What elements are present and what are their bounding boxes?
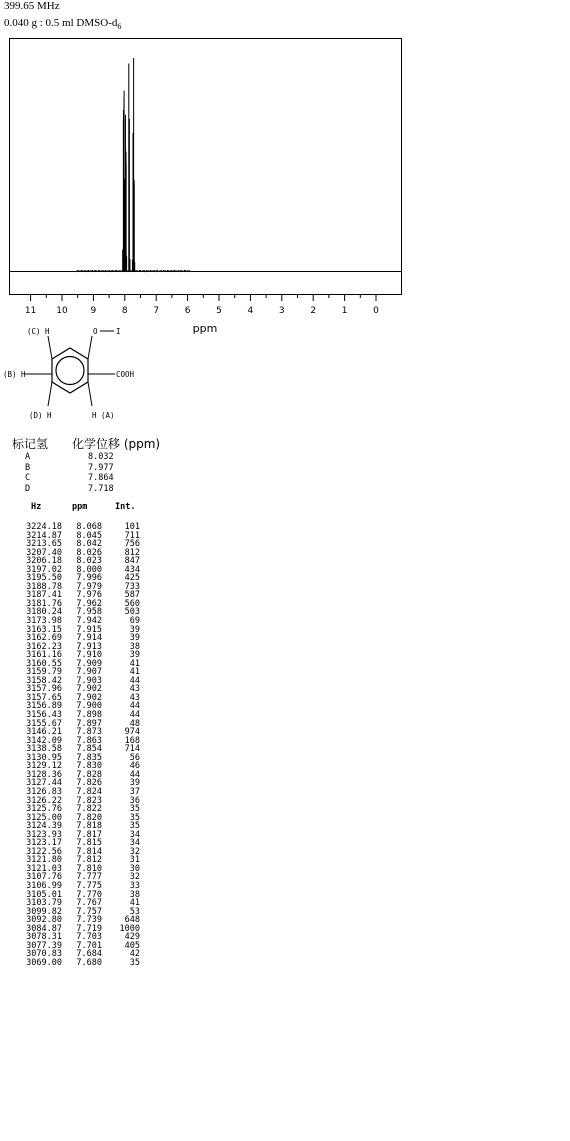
peak-ppm: 7.777 — [76, 872, 102, 883]
peak-ppm: 7.914 — [76, 633, 102, 644]
peak-int: 39 — [129, 650, 140, 661]
peak-int: 35 — [129, 812, 140, 823]
peak-int: 44 — [129, 710, 140, 721]
label-o: O — [93, 327, 98, 336]
peak-int: 503 — [124, 607, 140, 618]
peak-int: 812 — [124, 547, 140, 558]
peak-hz: 3127.44 — [26, 778, 62, 789]
peak-ppm: 7.817 — [76, 829, 102, 840]
peak-hz: 3126.22 — [26, 795, 62, 806]
peak-hz: 3125.76 — [26, 804, 62, 815]
x-tick-label: 3 — [278, 306, 285, 316]
spectrum-trace — [76, 58, 191, 272]
peak-hz: 3122.56 — [26, 846, 62, 857]
peak-ppm: 8.026 — [76, 547, 102, 558]
peak-hz: 3159.79 — [26, 667, 62, 678]
benzene-ring — [52, 348, 88, 393]
peak-ppm: 7.910 — [76, 650, 102, 661]
assignment-row — [25, 452, 145, 463]
peak-int: 43 — [129, 684, 140, 695]
peak-ppm: 7.684 — [76, 949, 102, 960]
peak-ppm: 7.820 — [76, 812, 102, 823]
peak-hz: 3121.80 — [26, 855, 62, 866]
peak-ppm: 7.812 — [76, 855, 102, 866]
peak-ppm: 8.023 — [76, 556, 102, 567]
x-tick-label: 4 — [247, 306, 254, 316]
peak-hz: 3157.65 — [26, 692, 62, 703]
peak-ppm: 7.703 — [76, 932, 102, 943]
peak-int: 41 — [129, 658, 140, 669]
peak-int: 35 — [129, 804, 140, 815]
x-tick-label: 6 — [184, 306, 191, 316]
chemical-shift: 8.032 — [88, 452, 114, 462]
peak-int: 34 — [129, 829, 140, 840]
x-tick-label: 5 — [216, 306, 222, 316]
peak-hz: 3162.69 — [26, 633, 62, 644]
peak-int: 31 — [129, 855, 140, 866]
peak-int: 43 — [129, 692, 140, 703]
hydrogen-label: A — [25, 452, 31, 462]
peak-ppm: 7.897 — [76, 718, 102, 729]
assignment-header — [12, 435, 160, 452]
peak-col-ppm: ppm — [72, 502, 88, 512]
peak-ppm: 8.068 — [76, 522, 102, 532]
peak-ppm: 7.770 — [76, 889, 102, 900]
peak-int: 733 — [124, 581, 140, 592]
nmr-spectrum-chart — [0, 0, 570, 345]
peak-int: 429 — [124, 932, 140, 943]
peak-ppm: 7.909 — [76, 658, 102, 669]
peak-ppm: 7.962 — [76, 598, 102, 609]
peak-hz: 3207.40 — [26, 547, 62, 558]
bond-hd — [48, 382, 52, 406]
peak-ppm: 7.900 — [76, 701, 102, 712]
peak-ppm: 7.898 — [76, 710, 102, 721]
hydrogen-label: B — [25, 462, 31, 473]
peak-hz: 3155.67 — [26, 718, 62, 729]
peak-ppm: 7.913 — [76, 641, 102, 652]
peak-int: 48 — [129, 718, 140, 729]
x-tick-label: 9 — [90, 306, 97, 316]
label-hd: (D) H — [29, 411, 52, 420]
peak-hz: 3092.80 — [26, 915, 62, 926]
peak-int: 41 — [129, 898, 140, 909]
peak-col-int: Int. — [115, 502, 136, 512]
plot-frame — [10, 39, 402, 295]
peak-hz: 3158.42 — [26, 675, 62, 686]
peak-hz: 3162.23 — [26, 641, 62, 652]
peak-int: 41 — [129, 667, 140, 678]
peak-int: 42 — [129, 949, 140, 960]
peak-hz: 3180.24 — [26, 607, 62, 618]
peak-col-hz: Hz — [31, 502, 42, 512]
peak-hz: 3128.36 — [26, 769, 62, 780]
peak-ppm: 7.903 — [76, 675, 102, 686]
peak-ppm: 7.907 — [76, 667, 102, 678]
peak-hz: 3188.78 — [26, 581, 62, 592]
peak-int: 168 — [124, 735, 140, 746]
peak-ppm: 7.822 — [76, 804, 102, 815]
peak-row — [0, 959, 160, 968]
peak-table — [0, 523, 160, 967]
peak-hz: 3161.16 — [26, 650, 62, 661]
peak-ppm: 7.680 — [76, 957, 102, 968]
peak-hz: 3105.01 — [26, 889, 62, 900]
peak-ppm: 7.854 — [76, 744, 102, 755]
x-tick-label: 11 — [24, 306, 37, 316]
chemical-shift: 7.718 — [88, 483, 114, 494]
peak-ppm: 7.835 — [76, 752, 102, 763]
peak-int: 38 — [129, 889, 140, 900]
peak-int: 101 — [124, 522, 140, 532]
x-tick-label: 8 — [121, 306, 128, 316]
peak-int: 34 — [129, 838, 140, 849]
hydrogen-label: C — [25, 473, 31, 483]
assignment-col-label: 标记氢 — [12, 437, 49, 451]
peak-ppm: 7.757 — [76, 906, 102, 917]
peak-int: 56 — [129, 752, 140, 763]
peak-ppm: 7.823 — [76, 795, 102, 806]
peak-ppm: 7.979 — [76, 581, 102, 592]
peak-ppm: 7.996 — [76, 573, 102, 584]
peak-hz: 3206.18 — [26, 556, 62, 567]
label-i: I — [116, 327, 121, 336]
peak-hz: 3157.96 — [26, 684, 62, 695]
peak-hz: 3173.98 — [26, 616, 62, 627]
peak-int: 53 — [129, 906, 140, 917]
peak-hz: 3142.09 — [26, 735, 62, 746]
label-cooh: COOH — [116, 370, 135, 379]
peak-hz: 3069.00 — [26, 957, 62, 968]
peak-int: 33 — [129, 880, 140, 891]
peak-int: 425 — [124, 573, 140, 584]
bond-hc — [48, 336, 52, 359]
peak-int: 69 — [129, 616, 140, 627]
peak-int: 32 — [129, 872, 140, 883]
label-hc: (C) H — [27, 327, 50, 336]
peak-ppm: 7.830 — [76, 761, 102, 772]
peak-hz: 3130.95 — [26, 752, 62, 763]
chemical-shift: 7.864 — [88, 473, 114, 483]
peak-hz: 3123.93 — [26, 829, 62, 840]
x-tick-label: 2 — [310, 306, 317, 316]
peak-int: 35 — [129, 821, 140, 832]
peak-hz: 3125.00 — [26, 812, 62, 823]
label-ha: H (A) — [92, 411, 115, 420]
peak-int: 44 — [129, 675, 140, 686]
peak-int: 38 — [129, 641, 140, 652]
peak-int: 711 — [124, 530, 140, 541]
peak-int: 405 — [124, 940, 140, 951]
x-tick-label: 10 — [56, 306, 68, 316]
peak-ppm: 7.902 — [76, 692, 102, 703]
peak-int: 560 — [124, 598, 140, 609]
x-tick-label: 7 — [153, 306, 160, 316]
peak-int: 44 — [129, 769, 140, 780]
peak-ppm: 7.826 — [76, 778, 102, 789]
peak-ppm: 7.814 — [76, 846, 102, 857]
x-tick-label: 0 — [373, 306, 379, 316]
aromatic-circle — [56, 357, 84, 385]
x-axis-label: ppm — [192, 322, 218, 335]
peak-ppm: 7.701 — [76, 940, 102, 951]
peak-int: 39 — [129, 633, 140, 644]
bond-ha — [88, 382, 92, 406]
peak-ppm: 7.818 — [76, 821, 102, 832]
x-tick-label: 1 — [341, 306, 348, 316]
sample-text: 0.040 g : 0.5 ml DMSO-d — [4, 17, 118, 29]
peak-int: 39 — [129, 624, 140, 635]
molecule-structure — [0, 318, 200, 428]
peak-hz: 3129.12 — [26, 761, 62, 772]
sample-subscript: 6 — [117, 22, 122, 32]
peak-ppm: 7.767 — [76, 898, 102, 909]
peak-int: 434 — [124, 564, 140, 575]
peak-hz: 3214.87 — [26, 530, 62, 541]
peak-int: 587 — [124, 590, 140, 601]
peak-ppm: 7.958 — [76, 607, 102, 618]
peak-int: 36 — [129, 795, 140, 806]
peak-int: 648 — [124, 915, 140, 926]
peak-hz: 3123.17 — [26, 838, 62, 849]
peak-hz: 3107.76 — [26, 872, 62, 883]
peak-ppm: 8.045 — [76, 530, 102, 541]
peak-int: 974 — [124, 727, 140, 738]
peak-hz: 3224.18 — [26, 522, 62, 532]
peak-ppm: 7.873 — [76, 727, 102, 738]
peak-int: 39 — [129, 778, 140, 789]
peak-hz: 3124.39 — [26, 821, 62, 832]
bond-top — [88, 336, 92, 359]
peak-int: 32 — [129, 846, 140, 857]
peak-ppm: 7.863 — [76, 735, 102, 746]
peak-ppm: 8.042 — [76, 539, 102, 550]
peak-int: 35 — [129, 957, 140, 968]
peak-int: 756 — [124, 539, 140, 550]
peak-hz: 3084.87 — [26, 923, 62, 934]
label-hb: (B) H — [3, 370, 26, 379]
x-axis — [25, 295, 379, 316]
assignment-row — [25, 484, 145, 495]
peak-ppm: 7.976 — [76, 590, 102, 601]
peak-ppm: 8.000 — [76, 564, 102, 575]
peak-ppm: 7.719 — [76, 923, 102, 934]
peak-ppm: 7.915 — [76, 624, 102, 635]
peak-ppm: 7.739 — [76, 915, 102, 926]
assignment-row — [25, 463, 145, 474]
chemical-shift: 7.977 — [88, 462, 114, 473]
peak-ppm: 7.942 — [76, 616, 102, 627]
assignment-col-shift: 化学位移 (ppm) — [72, 437, 161, 451]
hydrogen-label: D — [25, 483, 31, 494]
peak-hz: 3156.89 — [26, 701, 62, 712]
peak-hz: 3078.31 — [26, 932, 62, 943]
peak-int: 44 — [129, 701, 140, 712]
peak-hz: 3099.82 — [26, 906, 62, 917]
spectrometer-frequency: 399.65 MHz — [4, 0, 60, 12]
peak-hz: 3163.15 — [26, 624, 62, 635]
peak-hz: 3077.39 — [26, 940, 62, 951]
peak-hz: 3181.76 — [26, 598, 62, 609]
peak-ppm: 7.775 — [76, 880, 102, 891]
peak-ppm: 7.824 — [76, 786, 102, 797]
peak-hz: 3160.55 — [26, 658, 62, 669]
peak-hz: 3187.41 — [26, 590, 62, 601]
peak-hz: 3138.58 — [26, 744, 62, 755]
peak-hz: 3156.43 — [26, 710, 62, 721]
peak-int: 714 — [124, 744, 140, 755]
peak-ppm: 7.815 — [76, 838, 102, 849]
peak-int: 30 — [129, 863, 140, 874]
peak-ppm: 7.828 — [76, 769, 102, 780]
peak-hz: 3121.03 — [26, 863, 62, 874]
peak-int: 37 — [129, 786, 140, 797]
peak-hz: 3103.79 — [26, 898, 62, 909]
peak-hz: 3070.83 — [26, 949, 62, 960]
assignment-table — [25, 452, 145, 494]
peak-int: 46 — [129, 761, 140, 772]
peak-hz: 3195.50 — [26, 573, 62, 584]
assignment-row — [25, 473, 145, 484]
peak-hz: 3106.99 — [26, 880, 62, 891]
peak-hz: 3146.21 — [26, 727, 62, 738]
peak-int: 847 — [124, 556, 140, 567]
peak-hz: 3213.65 — [26, 539, 62, 550]
peak-ppm: 7.810 — [76, 863, 102, 874]
peak-ppm: 7.902 — [76, 684, 102, 695]
peak-int: 1000 — [119, 923, 140, 934]
peak-hz: 3197.02 — [26, 564, 62, 575]
peak-hz: 3126.83 — [26, 786, 62, 797]
